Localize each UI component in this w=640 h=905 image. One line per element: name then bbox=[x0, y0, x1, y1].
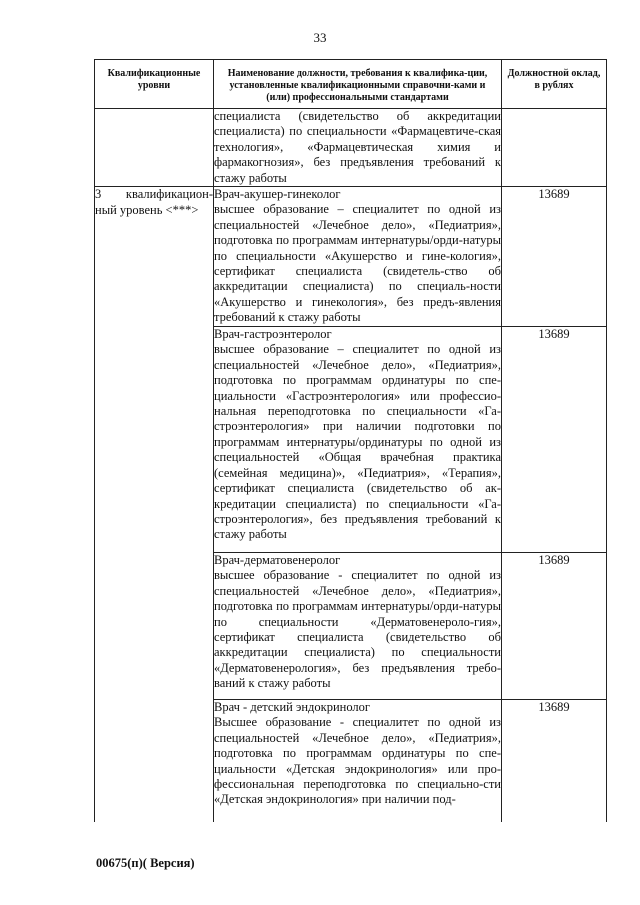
document-code: 00675(п)( Версия) bbox=[96, 856, 195, 870]
table-row-continuation bbox=[95, 109, 607, 187]
position-title: Врач-гастроэнтеролог bbox=[214, 327, 332, 342]
table-row bbox=[95, 187, 607, 327]
level-label: 3 квалификацион-ный уровень <***> bbox=[95, 187, 214, 822]
position-requirements: высшее образование – специалитет по одной из специальностей «Лечебное дело», «Педиатрия», подготовка по программам интернатуры/орди-натуры по специальности «Акушерство и гине-кология», сертификат специалиста (свидетель-ство об аккредитации специалиста) по специаль-ности «Акушерство и гинекология», без предъ-явления требований к стажу работы bbox=[214, 202, 501, 325]
header-level: Квалификационные уровни bbox=[95, 60, 214, 109]
position-cell bbox=[214, 327, 502, 553]
salary-value: 13689 bbox=[502, 553, 607, 700]
header-salary: Должностной оклад, в рублях bbox=[502, 60, 607, 109]
qualification-table bbox=[94, 59, 607, 822]
continuation-text: специалиста (свидетельство об аккредитации специалиста) по специальности «Фармацевтиче-ская технология», «Фармацевтическая химия и фармакогнозия», без предъявления требований к стажу работы bbox=[214, 109, 501, 185]
position-title: Врач-дерматовенеролог bbox=[214, 553, 341, 568]
position-title: Врач - детский эндокринолог bbox=[214, 700, 371, 715]
page-number: 33 bbox=[313, 30, 327, 45]
salary-value: 13689 bbox=[502, 187, 607, 327]
position-requirements: высшее образование - специалитет по одной из специальностей «Лечебное дело», «Педиатрия», подготовка по программам интернатуры/орди-натуры по специальности «Дерматовенероло-гия», сертификат специалиста (свидетельство об аккредитации специалиста) по специальности «Дерматовенерология», без предъявления требо-ваний к стажу работы bbox=[214, 568, 501, 691]
table-header-row bbox=[95, 60, 607, 109]
header-name: Наименование должности, требования к квалифика-ции, установленные квалификационными справочни-ками и (или) профессиональными стандартами bbox=[214, 60, 502, 109]
position-cell bbox=[214, 700, 502, 822]
salary-cell-empty bbox=[502, 109, 607, 187]
position-requirements: Высшее образование - специалитет по одной из специальностей «Лечебное дело», «Педиатрия», подготовка по программам ординатуры по спе-циальности «Детская эндокринология» или про-фессиональная переподготовка по специально-сти «Детская эндокринология» при наличии под- bbox=[214, 715, 501, 807]
salary-value: 13689 bbox=[502, 327, 607, 553]
position-cell bbox=[214, 553, 502, 700]
position-requirements: высшее образование – специалитет по одной из специальностей «Лечебное дело», «Педиатрия», подготовка по программам ординатуры по спе-циальности «Гастроэнтерология» или профессио-нальная переподготовка по специальности «Га-строэнтерология» при наличии подготовки по программам интернатуры/ординатуры по одной из специальностей «Общая врачебная практика (семейная медицина)», «Педиатрия», «Терапия», сертификат специалиста (свидетельство об ак-кредитации специалиста) по специальности «Га-строэнтерология», без предъявления требований к стажу работы bbox=[214, 342, 501, 542]
position-title: Врач-акушер-гинеколог bbox=[214, 187, 341, 202]
salary-value: 13689 bbox=[502, 700, 607, 822]
position-cell bbox=[214, 187, 502, 327]
level-cell-empty bbox=[95, 109, 214, 187]
